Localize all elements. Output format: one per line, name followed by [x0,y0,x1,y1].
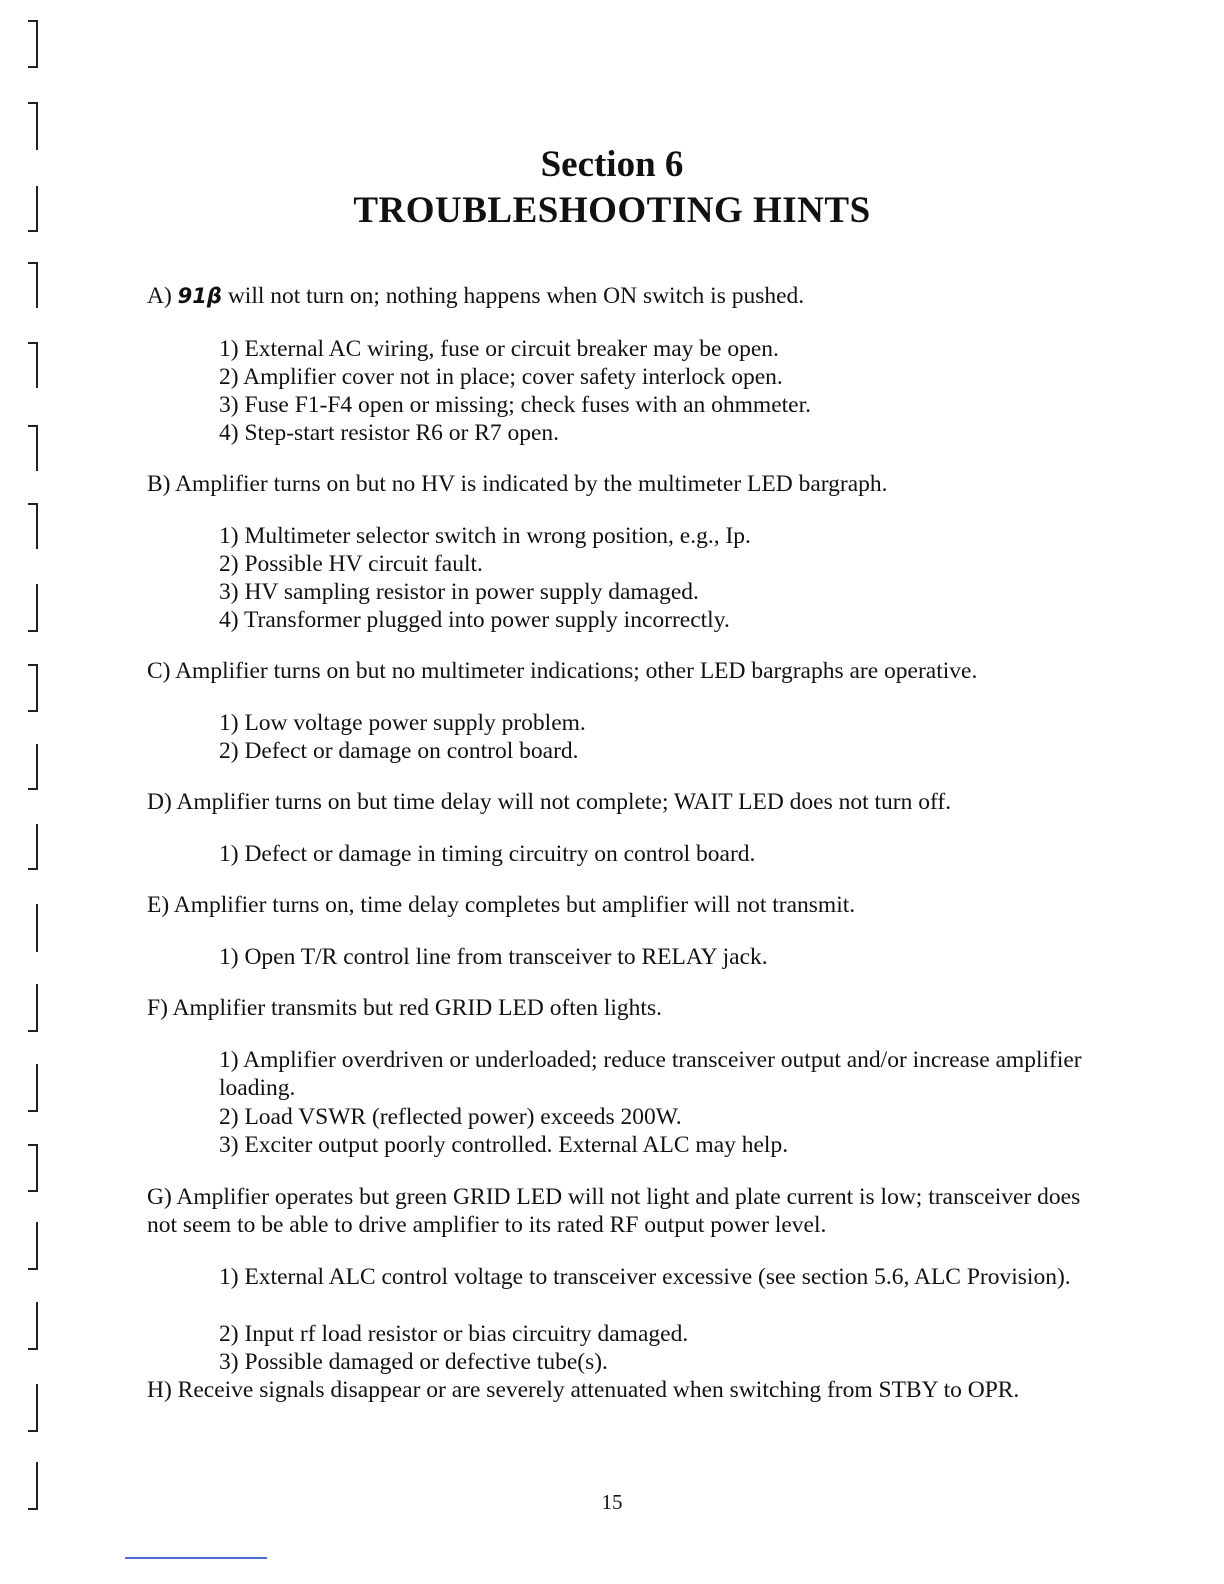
problem-heading-c: C) Amplifier turns on but no multimeter indications; other LED bargraphs are operative. [147,658,978,684]
list-item: 2) Defect or damage on control board. [219,738,579,764]
page-number: 15 [601,1490,623,1514]
footer-rule [125,1557,267,1559]
list-item: 2) Possible HV circuit fault. [219,551,483,577]
binder-mark [28,1384,40,1432]
problem-label: A) [147,283,172,309]
list-item: 3) HV sampling resistor in power supply damaged. [219,579,699,605]
section-subtitle: TROUBLESHOOTING HINTS [353,190,871,231]
binder-mark [28,1144,40,1192]
model-name: 91β [177,284,222,308]
binder-mark [28,503,40,549]
binder-mark [28,262,40,308]
section-title: Section 6 [540,144,684,185]
list-item: 3) Possible damaged or defective tube(s). [219,1349,608,1375]
list-item: 1) Amplifier overdriven or underloaded; reduce transceiver output and/or increase amplifier loading. [219,1047,1082,1101]
problem-heading-a [147,282,1107,310]
list-item: 3) Fuse F1-F4 open or missing; check fuses with an ohmmeter. [219,392,811,418]
list-item: 1) External AC wiring, fuse or circuit breaker may be open. [219,336,779,362]
binder-mark [28,1302,40,1350]
problem-heading-g: G) Amplifier operates but green GRID LED will not light and plate current is low; transceiver does not seem to be able to drive amplifier to its rated RF output power level. [147,1184,1081,1238]
list-item: 2) Load VSWR (reflected power) exceeds 200W. [219,1104,682,1130]
binder-mark [28,342,40,388]
list-item: 1) Defect or damage in timing circuitry on control board. [219,841,756,867]
binder-mark [28,824,40,870]
problem-heading-h: H) Receive signals disappear or are severely attenuated when switching from STBY to OPR. [147,1377,1020,1403]
list-item: 4) Step-start resistor R6 or R7 open. [219,420,560,446]
list-item: 3) Exciter output poorly controlled. External ALC may help. [219,1132,789,1158]
problem-heading-e: E) Amplifier turns on, time delay completes but amplifier will not transmit. [147,892,856,918]
list-item: 2) Amplifier cover not in place; cover safety interlock open. [219,364,783,390]
list-item: 1) Open T/R control line from transceiver to RELAY jack. [219,944,768,970]
problem-heading-d: D) Amplifier turns on but time delay will not complete; WAIT LED does not turn off. [147,789,952,815]
list-item: 4) Transformer plugged into power supply incorrectly. [219,607,730,633]
list-item: 2) Input rf load resistor or bias circuitry damaged. [219,1321,689,1347]
problem-heading-f: F) Amplifier transmits but red GRID LED often lights. [147,995,662,1021]
list-item: 1) Low voltage power supply problem. [219,710,586,736]
binder-mark [28,664,40,712]
binder-mark [28,744,40,790]
list-item: 1) External ALC control voltage to transceiver excessive (see section 5.6, ALC Provision). [219,1264,1071,1290]
binder-mark [28,1064,40,1112]
binder-mark [28,904,40,952]
binder-mark [28,584,40,632]
binder-mark [28,425,40,471]
problem-text: will not turn on; nothing happens when ON switch is pushed. [227,283,805,309]
binder-mark [28,1222,40,1270]
binder-mark [28,20,40,68]
binder-mark [28,984,40,1032]
problem-heading-b: B) Amplifier turns on but no HV is indicated by the multimeter LED bargraph. [147,471,888,497]
list-item: 1) Multimeter selector switch in wrong position, e.g., Ip. [219,523,751,549]
